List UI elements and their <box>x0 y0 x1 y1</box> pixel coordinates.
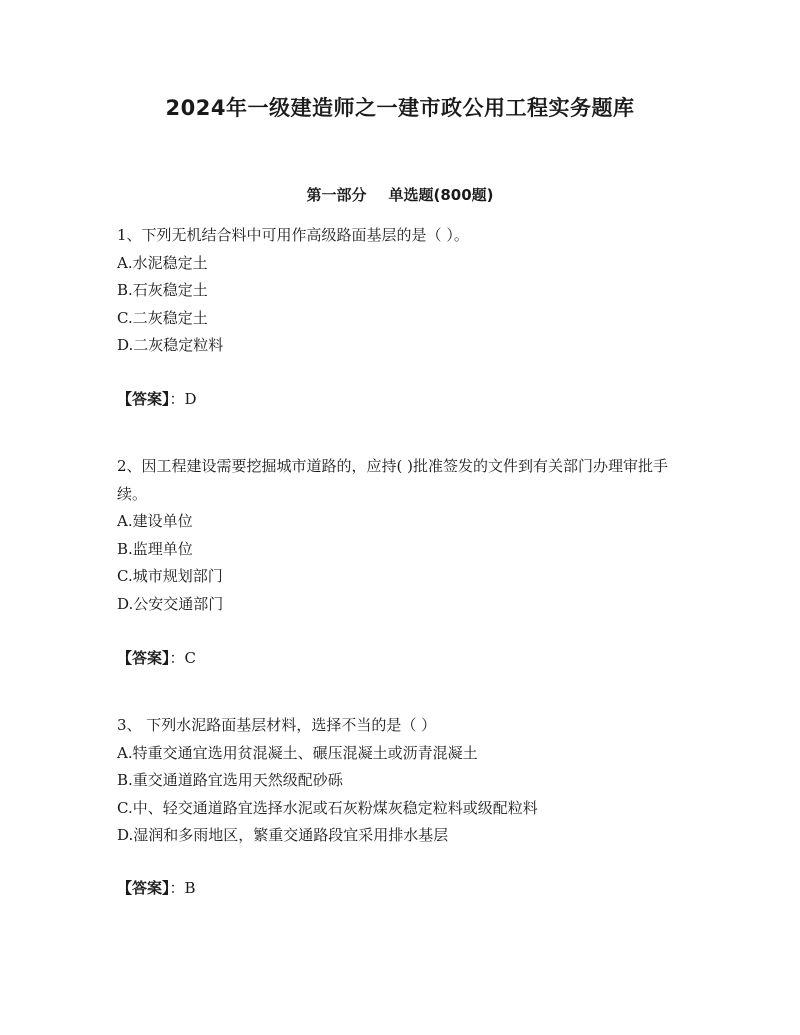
question-stem: 1、下列无机结合料中可用作高级路面基层的是（ ）。 <box>117 226 469 244</box>
question-stem: 2、因工程建设需要挖掘城市道路的，应持( )批准签发的文件到有关部门办理审批手续。 <box>117 457 669 503</box>
answer-value: D <box>184 390 197 408</box>
answer-label: 【答案】 <box>117 649 170 667</box>
question-stem: 3、 下列水泥路面基层材料，选择不当的是（ ） <box>117 716 437 734</box>
document-title: 2024年一级建造师之一建市政公用工程实务题库 <box>165 96 635 120</box>
option-d: D.湿润和多雨地区，繁重交通路段宜采用排水基层 <box>117 826 449 844</box>
answer-separator: ： <box>169 649 185 667</box>
option-d: D.二灰稳定粒料 <box>117 336 224 354</box>
answer-value: C <box>184 649 197 667</box>
question-1 <box>117 222 687 360</box>
answer-separator: ： <box>169 879 185 897</box>
option-a: A.特重交通宜选用贫混凝土、碾压混凝土或沥青混凝土 <box>117 743 478 762</box>
section-heading <box>0 184 800 206</box>
answer-label: 【答案】 <box>117 879 170 897</box>
section-name: 单选题(800题) <box>388 186 494 204</box>
option-c: C.城市规划部门 <box>117 567 223 585</box>
answer-value: B <box>184 879 196 897</box>
question-2 <box>117 453 687 618</box>
option-a: A.水泥稳定土 <box>117 253 208 272</box>
answer-2 <box>117 646 196 670</box>
section-part: 第一部分 <box>306 186 367 204</box>
answer-separator: ： <box>169 390 185 408</box>
answer-1 <box>117 387 197 411</box>
option-b: B.重交通道路宜选用天然级配砂砾 <box>117 771 343 789</box>
option-d: D.公安交通部门 <box>117 594 224 613</box>
option-a: A.建设单位 <box>117 512 193 530</box>
answer-3 <box>117 876 196 900</box>
option-c: C.中、轻交通道路宜选择水泥或石灰粉煤灰稳定粒料或级配粒料 <box>117 798 538 817</box>
answer-label: 【答案】 <box>117 390 170 408</box>
option-c: C.二灰稳定土 <box>117 308 208 327</box>
question-3 <box>117 712 687 850</box>
option-b: B.监理单位 <box>117 539 193 558</box>
option-b: B.石灰稳定土 <box>117 281 208 299</box>
